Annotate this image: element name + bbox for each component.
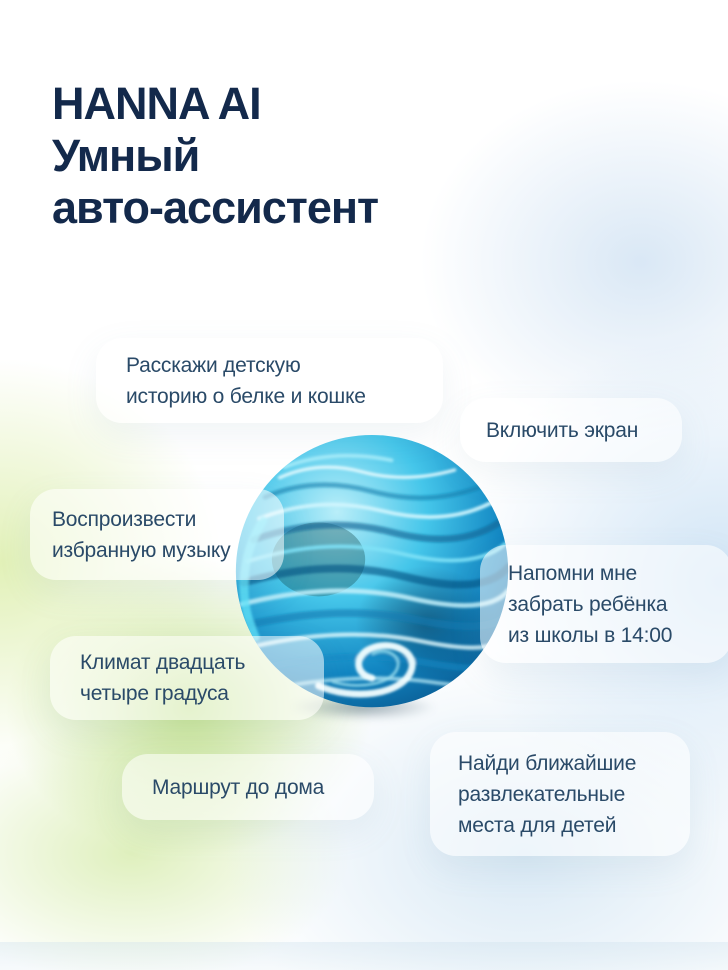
bubble-text-line: Найди ближайшие [458,751,637,775]
bubble-text-line: Климат двадцать [80,651,246,674]
bottom-gradient-band [0,942,728,970]
bubble-text-line: историю о белке и кошке [126,384,366,408]
bubble-text-line: избранную музыку [52,538,231,562]
bubble-text-line: Включить экран [486,418,639,442]
bubble-text-line: четыре градуса [80,682,229,705]
subtitle-line-1: Умный [52,130,200,181]
bubble-text-line: места для детей [458,813,617,837]
suggestion-bubble-story [96,338,443,423]
suggestion-bubble-climate [50,636,324,720]
subtitle-line-2: авто-ассистент [52,182,379,233]
page-title [52,78,378,234]
suggestion-bubble-route [122,754,374,820]
suggestion-bubble-screen [460,398,682,462]
suggestion-bubble-music [30,489,284,580]
bubble-text-line: Напомни мне [508,561,638,585]
bubble-text-line: Маршрут до дома [152,775,325,799]
brand-name: HANNA AI [52,78,261,129]
bubble-text-line: Воспроизвести [52,507,197,531]
suggestion-bubble-places [430,732,690,856]
bubble-text-line: забрать ребёнка [508,592,668,616]
bubble-text-line: из школы в 14:00 [508,623,673,647]
bubble-text-line: Расскажи детскую [126,353,301,377]
suggestion-bubble-reminder [480,545,728,663]
bubble-text-line: развлекательные [458,782,626,806]
